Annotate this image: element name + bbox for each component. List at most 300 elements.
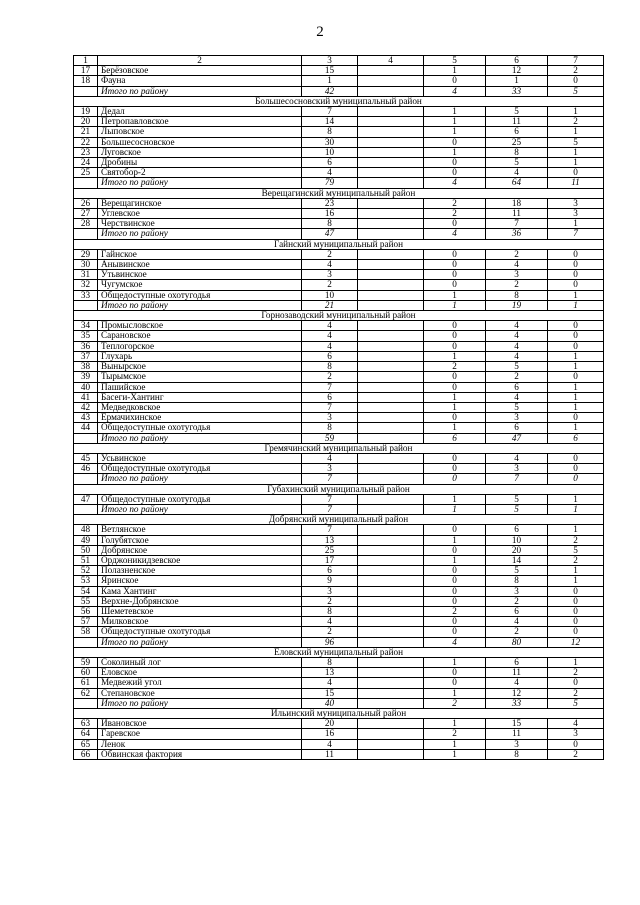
value-cell-3: 3: [302, 586, 358, 596]
value-cell-3: 3: [302, 464, 358, 474]
district-name: Еловский муниципальный район: [74, 647, 604, 657]
table-row: [74, 392, 604, 402]
value-cell-4: [358, 739, 424, 749]
value-cell-7: 0: [548, 321, 604, 331]
value-cell-6: 11: [486, 668, 548, 678]
district-name: Верещагинский муниципальный район: [74, 188, 604, 198]
value-cell-4: [358, 668, 424, 678]
district-header-row: [74, 443, 604, 453]
value-cell-5: 0: [424, 372, 486, 382]
ground-name-cell: Басеги-Хантинг: [98, 392, 302, 402]
value-cell-4: [358, 198, 424, 208]
value-cell-7: 0: [548, 453, 604, 463]
ground-name-cell: Святобор-2: [98, 168, 302, 178]
value-cell-3: 2: [302, 596, 358, 606]
row-number-cell: [74, 504, 98, 514]
table-row: [74, 260, 604, 270]
value-cell-5: 1: [424, 392, 486, 402]
row-number-cell: 65: [74, 739, 98, 749]
row-number-cell: 28: [74, 219, 98, 229]
table-row: [74, 209, 604, 219]
value-cell-4: [358, 392, 424, 402]
value-cell-6: 6: [486, 127, 548, 137]
value-cell-5: 1: [424, 657, 486, 667]
value-cell-5: 0: [424, 413, 486, 423]
row-number-cell: 32: [74, 280, 98, 290]
value-cell-6: 2: [486, 249, 548, 259]
value-cell-4: [358, 178, 424, 188]
value-cell-4: [358, 86, 424, 96]
ground-name-cell: Орджоникидзевское: [98, 555, 302, 565]
ground-name-cell: Голубятское: [98, 535, 302, 545]
table-row: [74, 198, 604, 208]
row-number-cell: 37: [74, 351, 98, 361]
value-cell-6: 7: [486, 219, 548, 229]
value-cell-6: 11: [486, 209, 548, 219]
value-cell-3: 20: [302, 719, 358, 729]
row-number-cell: 38: [74, 362, 98, 372]
value-cell-4: [358, 413, 424, 423]
table-row: [74, 382, 604, 392]
table-row: [74, 749, 604, 759]
row-number-cell: 35: [74, 331, 98, 341]
table-row: [74, 545, 604, 555]
value-cell-5: 4: [424, 637, 486, 647]
value-cell-3: 7: [302, 382, 358, 392]
value-cell-4: [358, 362, 424, 372]
value-cell-7: 1: [548, 423, 604, 433]
value-cell-6: 4: [486, 168, 548, 178]
ground-name-cell: Ивановское: [98, 719, 302, 729]
value-cell-7: 2: [548, 117, 604, 127]
value-cell-6: 2: [486, 372, 548, 382]
table-row: [74, 423, 604, 433]
value-cell-5: 2: [424, 698, 486, 708]
ground-name-cell: Итого по району: [98, 504, 302, 514]
value-cell-3: 21: [302, 300, 358, 310]
value-cell-6: 3: [486, 270, 548, 280]
row-number-cell: 62: [74, 688, 98, 698]
value-cell-6: 5: [486, 158, 548, 168]
value-cell-6: 14: [486, 555, 548, 565]
value-cell-7: 1: [548, 351, 604, 361]
row-number-cell: 40: [74, 382, 98, 392]
value-cell-7: 0: [548, 739, 604, 749]
value-cell-7: 0: [548, 280, 604, 290]
ground-name-cell: Верхне-Добрянское: [98, 596, 302, 606]
value-cell-5: 2: [424, 606, 486, 616]
ground-name-cell: Ермачихинское: [98, 413, 302, 423]
value-cell-5: 0: [424, 596, 486, 606]
value-cell-5: 2: [424, 729, 486, 739]
value-cell-5: 1: [424, 351, 486, 361]
value-cell-6: 3: [486, 739, 548, 749]
value-cell-3: 4: [302, 739, 358, 749]
table-row: [74, 372, 604, 382]
value-cell-4: [358, 107, 424, 117]
value-cell-4: [358, 300, 424, 310]
value-cell-4: [358, 637, 424, 647]
ground-name-cell: Большесосновское: [98, 137, 302, 147]
value-cell-4: [358, 321, 424, 331]
value-cell-4: [358, 66, 424, 76]
table-row: [74, 270, 604, 280]
row-number-cell: 53: [74, 576, 98, 586]
column-number-header: [74, 56, 604, 66]
value-cell-6: 4: [486, 260, 548, 270]
value-cell-6: 4: [486, 351, 548, 361]
value-cell-6: 6: [486, 657, 548, 667]
value-cell-6: 5: [486, 504, 548, 514]
row-number-cell: 23: [74, 147, 98, 157]
value-cell-6: 80: [486, 637, 548, 647]
value-cell-6: 6: [486, 382, 548, 392]
row-number-cell: 46: [74, 464, 98, 474]
value-cell-4: [358, 158, 424, 168]
value-cell-7: 1: [548, 494, 604, 504]
value-cell-4: [358, 433, 424, 443]
table-row: [74, 586, 604, 596]
value-cell-6: 10: [486, 535, 548, 545]
ground-name-cell: Медведковское: [98, 402, 302, 412]
value-cell-7: 3: [548, 198, 604, 208]
value-cell-4: [358, 525, 424, 535]
value-cell-5: 1: [424, 423, 486, 433]
row-number-cell: 54: [74, 586, 98, 596]
row-number-cell: 19: [74, 107, 98, 117]
ground-name-cell: Итого по району: [98, 474, 302, 484]
ground-name-cell: Общедоступные охотугодья: [98, 464, 302, 474]
table-row: [74, 362, 604, 372]
value-cell-4: [358, 341, 424, 351]
value-cell-3: 6: [302, 392, 358, 402]
value-cell-4: [358, 617, 424, 627]
value-cell-5: 1: [424, 719, 486, 729]
data-table: [73, 55, 604, 760]
value-cell-7: 5: [548, 545, 604, 555]
value-cell-5: 0: [424, 280, 486, 290]
ground-name-cell: Общедоступные охотугодья: [98, 494, 302, 504]
value-cell-3: 2: [302, 280, 358, 290]
table-row: [74, 729, 604, 739]
value-cell-6: 8: [486, 290, 548, 300]
table-row: [74, 535, 604, 545]
value-cell-3: 4: [302, 260, 358, 270]
value-cell-7: 2: [548, 668, 604, 678]
value-cell-6: 8: [486, 147, 548, 157]
value-cell-5: 4: [424, 229, 486, 239]
ground-name-cell: Дедал: [98, 107, 302, 117]
ground-name-cell: Черствинское: [98, 219, 302, 229]
row-number-cell: 57: [74, 617, 98, 627]
ground-name-cell: Общедоступные охотугодья: [98, 423, 302, 433]
value-cell-3: 11: [302, 749, 358, 759]
value-cell-7: 1: [548, 362, 604, 372]
value-cell-6: 4: [486, 392, 548, 402]
row-number-cell: 31: [74, 270, 98, 280]
value-cell-5: 1: [424, 107, 486, 117]
row-number-cell: 42: [74, 402, 98, 412]
ground-name-cell: Еловское: [98, 668, 302, 678]
value-cell-7: 0: [548, 341, 604, 351]
value-cell-7: 6: [548, 433, 604, 443]
ground-name-cell: Обвинская фактория: [98, 749, 302, 759]
value-cell-6: 3: [486, 464, 548, 474]
value-cell-4: [358, 657, 424, 667]
value-cell-6: 5: [486, 362, 548, 372]
value-cell-3: 7: [302, 525, 358, 535]
value-cell-5: 6: [424, 433, 486, 443]
value-cell-3: 4: [302, 678, 358, 688]
value-cell-7: 0: [548, 627, 604, 637]
value-cell-6: 11: [486, 729, 548, 739]
value-cell-3: 7: [302, 402, 358, 412]
district-name: Губахинский муниципальный район: [74, 484, 604, 494]
ground-name-cell: Луговское: [98, 147, 302, 157]
table-row: [74, 566, 604, 576]
table-row: [74, 453, 604, 463]
value-cell-5: 0: [424, 525, 486, 535]
value-cell-4: [358, 494, 424, 504]
table-row: [74, 668, 604, 678]
value-cell-3: 16: [302, 209, 358, 219]
ground-name-cell: Теплогорское: [98, 341, 302, 351]
value-cell-3: 1: [302, 76, 358, 86]
value-cell-4: [358, 168, 424, 178]
table-row: [74, 576, 604, 586]
value-cell-5: 0: [424, 627, 486, 637]
row-number-cell: 63: [74, 719, 98, 729]
value-cell-7: 0: [548, 270, 604, 280]
value-cell-6: 3: [486, 413, 548, 423]
value-cell-5: 2: [424, 198, 486, 208]
value-cell-7: 1: [548, 657, 604, 667]
value-cell-6: 33: [486, 86, 548, 96]
value-cell-3: 4: [302, 617, 358, 627]
value-cell-4: [358, 453, 424, 463]
row-number-cell: 33: [74, 290, 98, 300]
district-header-row: [74, 484, 604, 494]
value-cell-4: [358, 464, 424, 474]
ground-name-cell: Итого по району: [98, 698, 302, 708]
district-total-row: [74, 637, 604, 647]
district-total-row: [74, 474, 604, 484]
ground-name-cell: Лыповское: [98, 127, 302, 137]
value-cell-7: 2: [548, 749, 604, 759]
row-number-cell: 51: [74, 555, 98, 565]
row-number-cell: [74, 637, 98, 647]
value-cell-3: 8: [302, 362, 358, 372]
value-cell-3: 8: [302, 423, 358, 433]
value-cell-5: 0: [424, 76, 486, 86]
ground-name-cell: Яринское: [98, 576, 302, 586]
value-cell-7: 1: [548, 219, 604, 229]
value-cell-3: 17: [302, 555, 358, 565]
value-cell-3: 6: [302, 566, 358, 576]
table-row: [74, 606, 604, 616]
value-cell-3: 7: [302, 494, 358, 504]
value-cell-6: 6: [486, 606, 548, 616]
header-cell: 6: [486, 56, 548, 66]
value-cell-4: [358, 229, 424, 239]
value-cell-5: 0: [424, 158, 486, 168]
ground-name-cell: Ленок: [98, 739, 302, 749]
ground-name-cell: Усьвинское: [98, 453, 302, 463]
value-cell-3: 2: [302, 249, 358, 259]
value-cell-6: 2: [486, 280, 548, 290]
district-name: Ильинский муниципальный район: [74, 709, 604, 719]
row-number-cell: 29: [74, 249, 98, 259]
table-row: [74, 525, 604, 535]
value-cell-3: 13: [302, 668, 358, 678]
value-cell-7: 1: [548, 158, 604, 168]
table-row: [74, 137, 604, 147]
value-cell-5: 2: [424, 362, 486, 372]
value-cell-3: 4: [302, 168, 358, 178]
value-cell-5: 0: [424, 249, 486, 259]
value-cell-6: 5: [486, 566, 548, 576]
table-row: [74, 413, 604, 423]
ground-name-cell: Итого по району: [98, 637, 302, 647]
value-cell-5: 0: [424, 617, 486, 627]
value-cell-4: [358, 688, 424, 698]
value-cell-4: [358, 555, 424, 565]
value-cell-7: 0: [548, 474, 604, 484]
value-cell-5: 1: [424, 290, 486, 300]
table-row: [74, 402, 604, 412]
value-cell-5: 0: [424, 331, 486, 341]
ground-name-cell: Анывинское: [98, 260, 302, 270]
value-cell-7: 3: [548, 209, 604, 219]
row-number-cell: 34: [74, 321, 98, 331]
header-cell: 4: [358, 56, 424, 66]
value-cell-5: 0: [424, 137, 486, 147]
value-cell-5: 0: [424, 576, 486, 586]
value-cell-5: 2: [424, 209, 486, 219]
row-number-cell: 55: [74, 596, 98, 606]
value-cell-4: [358, 402, 424, 412]
table-row: [74, 66, 604, 76]
ground-name-cell: Глухарь: [98, 351, 302, 361]
value-cell-3: 14: [302, 117, 358, 127]
value-cell-6: 4: [486, 678, 548, 688]
table-row: [74, 76, 604, 86]
value-cell-5: 1: [424, 688, 486, 698]
value-cell-5: 1: [424, 127, 486, 137]
value-cell-7: 1: [548, 576, 604, 586]
ground-name-cell: Шеметевское: [98, 606, 302, 616]
value-cell-4: [358, 117, 424, 127]
value-cell-6: 20: [486, 545, 548, 555]
value-cell-6: 5: [486, 494, 548, 504]
header-cell: 3: [302, 56, 358, 66]
district-header-row: [74, 239, 604, 249]
value-cell-6: 4: [486, 341, 548, 351]
table-row: [74, 678, 604, 688]
value-cell-3: 4: [302, 341, 358, 351]
value-cell-7: 0: [548, 678, 604, 688]
district-name: Большесосновский муниципальный район: [74, 96, 604, 106]
district-header-row: [74, 96, 604, 106]
value-cell-3: 79: [302, 178, 358, 188]
ground-name-cell: Верещагинское: [98, 198, 302, 208]
value-cell-7: 1: [548, 566, 604, 576]
row-number-cell: 41: [74, 392, 98, 402]
ground-name-cell: Промысловское: [98, 321, 302, 331]
ground-name-cell: Кама Хантинг: [98, 586, 302, 596]
value-cell-3: 2: [302, 627, 358, 637]
row-number-cell: 52: [74, 566, 98, 576]
ground-name-cell: Милковское: [98, 617, 302, 627]
value-cell-7: 1: [548, 300, 604, 310]
value-cell-3: 30: [302, 137, 358, 147]
row-number-cell: 47: [74, 494, 98, 504]
value-cell-3: 59: [302, 433, 358, 443]
value-cell-7: 0: [548, 331, 604, 341]
district-total-row: [74, 433, 604, 443]
value-cell-7: 3: [548, 729, 604, 739]
row-number-cell: 64: [74, 729, 98, 739]
value-cell-4: [358, 382, 424, 392]
value-cell-3: 16: [302, 729, 358, 739]
value-cell-4: [358, 678, 424, 688]
value-cell-7: 0: [548, 617, 604, 627]
value-cell-6: 5: [486, 107, 548, 117]
value-cell-3: 7: [302, 504, 358, 514]
value-cell-6: 12: [486, 66, 548, 76]
value-cell-6: 5: [486, 402, 548, 412]
table-row: [74, 331, 604, 341]
ground-name-cell: Итого по району: [98, 433, 302, 443]
value-cell-4: [358, 474, 424, 484]
value-cell-4: [358, 127, 424, 137]
value-cell-3: 9: [302, 576, 358, 586]
value-cell-6: 12: [486, 688, 548, 698]
value-cell-7: 1: [548, 127, 604, 137]
value-cell-5: 0: [424, 168, 486, 178]
table-row: [74, 596, 604, 606]
value-cell-3: 10: [302, 290, 358, 300]
row-number-cell: 27: [74, 209, 98, 219]
value-cell-3: 2: [302, 372, 358, 382]
value-cell-5: 0: [424, 474, 486, 484]
value-cell-3: 4: [302, 321, 358, 331]
row-number-cell: 50: [74, 545, 98, 555]
value-cell-4: [358, 535, 424, 545]
value-cell-3: 8: [302, 127, 358, 137]
table-row: [74, 249, 604, 259]
table-row: [74, 627, 604, 637]
value-cell-5: 1: [424, 494, 486, 504]
value-cell-5: 1: [424, 504, 486, 514]
value-cell-5: 4: [424, 178, 486, 188]
value-cell-4: [358, 209, 424, 219]
value-cell-5: 1: [424, 300, 486, 310]
value-cell-4: [358, 423, 424, 433]
ground-name-cell: Гайнское: [98, 249, 302, 259]
value-cell-7: 0: [548, 413, 604, 423]
value-cell-7: 4: [548, 719, 604, 729]
ground-name-cell: Чугумское: [98, 280, 302, 290]
value-cell-7: 1: [548, 402, 604, 412]
value-cell-7: 0: [548, 372, 604, 382]
row-number-cell: [74, 300, 98, 310]
ground-name-cell: Утьвинское: [98, 270, 302, 280]
value-cell-4: [358, 586, 424, 596]
table-row: [74, 117, 604, 127]
value-cell-7: 2: [548, 66, 604, 76]
district-total-row: [74, 86, 604, 96]
